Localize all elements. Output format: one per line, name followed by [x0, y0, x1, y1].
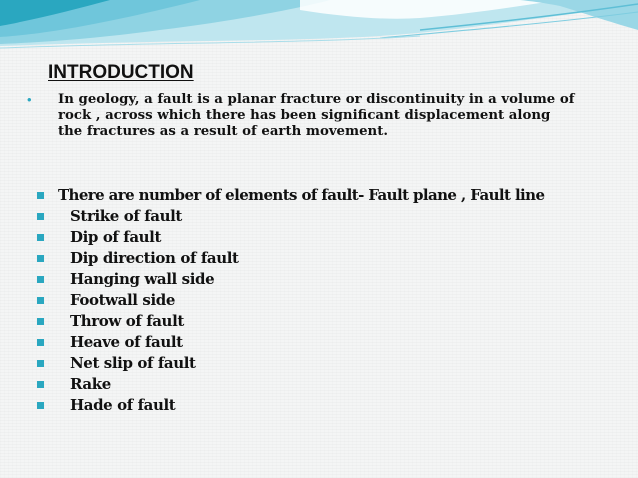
list-item: Net slip of fault	[37, 353, 196, 373]
list-item: Hade of fault	[37, 395, 175, 415]
header-wave-decoration	[0, 0, 638, 70]
intro-paragraph-text: In geology, a fault is a planar fracture or discontinuity in a volume of rock , across which there has been significant displacement along the fractures as a result of earth movement.	[58, 92, 575, 139]
list-item: Heave of fault	[37, 332, 183, 352]
square-bullet-icon	[37, 234, 44, 241]
list-item: Dip direction of fault	[37, 248, 239, 268]
square-bullet-icon	[37, 318, 44, 325]
square-bullet-icon	[37, 381, 44, 388]
list-item: Throw of fault	[37, 311, 184, 331]
list-item: There are number of elements of fault- Fault plane , Fault line	[37, 185, 544, 205]
list-item: Strike of fault	[37, 206, 182, 226]
square-bullet-icon	[37, 255, 44, 262]
square-bullet-icon	[37, 360, 44, 367]
square-bullet-icon	[37, 276, 44, 283]
intro-paragraph	[27, 92, 587, 140]
list-item: Footwall side	[37, 290, 175, 310]
list-item: Rake	[37, 374, 111, 394]
slide-title: INTRODUCTION	[48, 62, 194, 83]
bullet-dot-icon: •	[27, 92, 32, 107]
list-item: Hanging wall side	[37, 269, 214, 289]
square-bullet-icon	[37, 192, 44, 199]
square-bullet-icon	[37, 339, 44, 346]
square-bullet-icon	[37, 297, 44, 304]
list-item: Dip of fault	[37, 227, 161, 247]
square-bullet-icon	[37, 213, 44, 220]
square-bullet-icon	[37, 402, 44, 409]
